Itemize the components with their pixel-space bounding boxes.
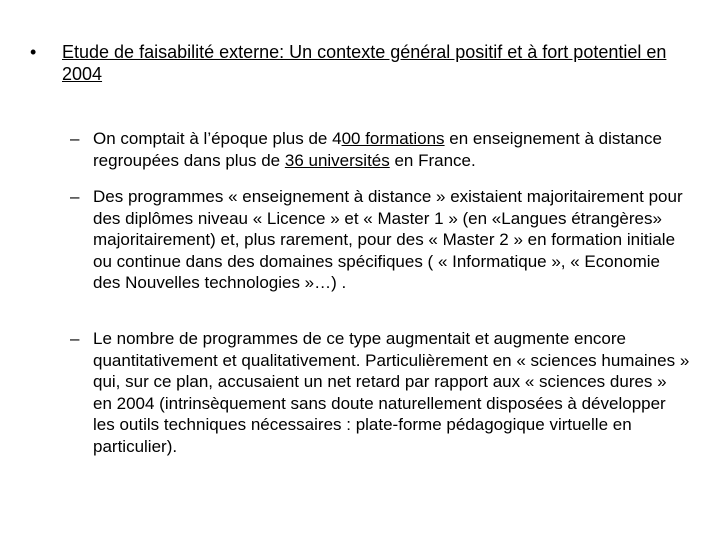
main-bullet-text: Etude de faisabilité externe: Un contexte général positif et à fort potentiel en 2004 (62, 42, 667, 84)
sub-bullet-1-part-3: en France. (389, 150, 476, 170)
formations-count: 00 formations (341, 129, 445, 148)
dash-marker: – (70, 329, 80, 348)
sub-bullet-1-part-1: On comptait à l’époque plus de 4 (93, 129, 342, 148)
sub-bullet-1-part-2: en enseignement à distance regroupées dans plus de (93, 129, 662, 170)
sub-bullet-2-text: Des programmes « enseignement à distance » existaient majoritairement pour des diplômes niveau « Licence » et « Master 1 » (en «Langues étrangères» majoritairement) et, plus rarement, pour des « Master 2 » en formation initiale ou continue dans des domaines spécifiques ( « Informatique », « Economie des Nouvelles technologies »…) . (93, 187, 683, 292)
dash-marker: – (70, 187, 80, 206)
main-bullet (30, 41, 670, 85)
sub-bullet-1-text (93, 128, 690, 171)
sub-bullet-3 (70, 328, 690, 457)
universities-count: 36 universités (284, 150, 390, 170)
sub-bullet-3-text: Le nombre de programmes de ce type augmentait et augmente encore quantitativement et qualitativement. Particulièrement en « sciences humaines » qui, sur ce plan, accusaient un net retard par rapport aux « sciences dures » en 2004 (intrinsèquement sans doute naturellement disposées à développer les outils techniques nécessaires : plate-forme pédagogique virtuelle en particulier). (93, 329, 690, 456)
bullet-marker: • (30, 42, 37, 62)
sub-bullet-1 (70, 128, 690, 171)
dash-marker: – (70, 129, 80, 148)
sub-bullet-2 (70, 186, 690, 294)
